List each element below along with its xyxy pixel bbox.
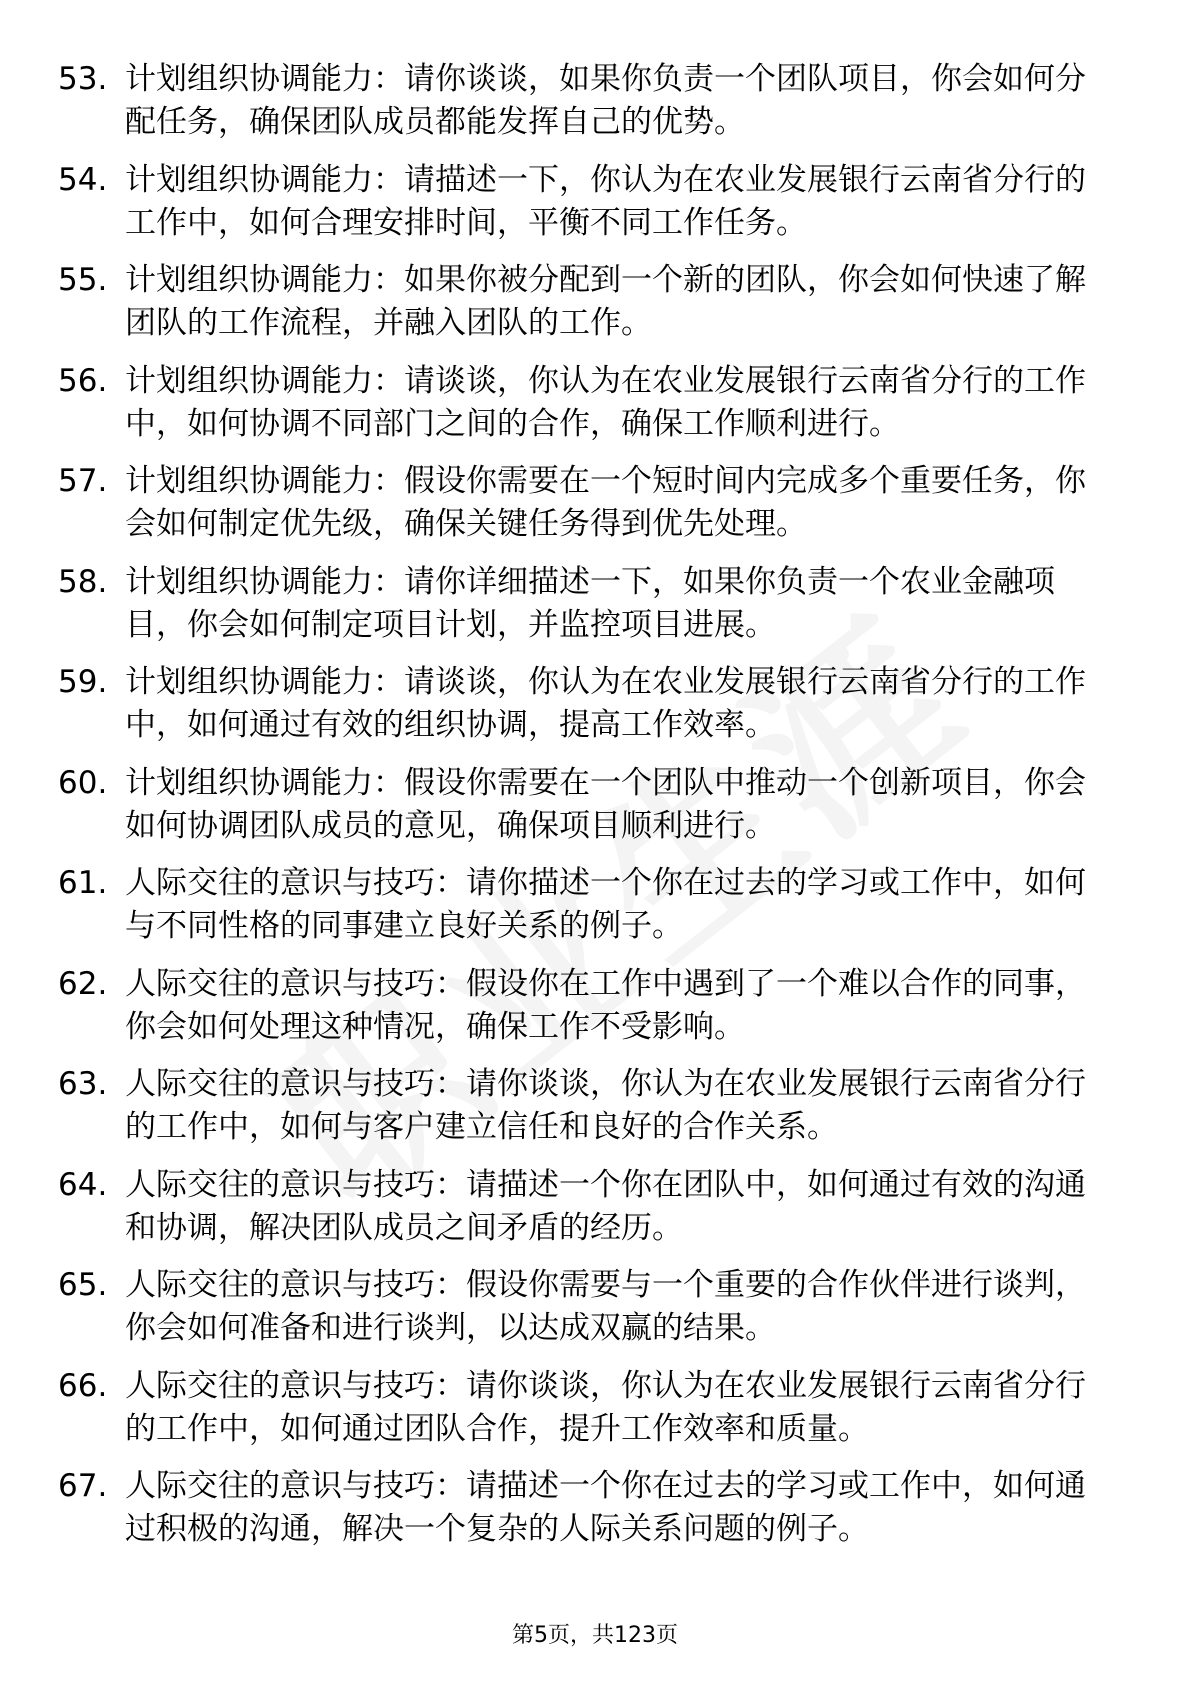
item-number: 62. (58, 965, 108, 1002)
item-text: 人际交往的意识与技巧：请你谈谈，你认为在农业发展银行云南省分行的工作中，如何与客户建立信任和良好的合作关系。 (125, 1066, 1086, 1145)
item-text: 人际交往的意识与技巧：假设你需要与一个重要的合作伙伴进行谈判，你会如何准备和进行谈判，以达成双赢的结果。 (125, 1267, 1086, 1346)
item-number: 66. (58, 1367, 108, 1404)
list-item (58, 762, 1118, 848)
item-number: 56. (58, 362, 108, 399)
item-text: 计划组织协调能力：请谈谈，你认为在农业发展银行云南省分行的工作中，如何协调不同部门之间的合作，确保工作顺利进行。 (125, 362, 1086, 442)
list-item (58, 159, 1118, 245)
list-item (58, 1365, 1118, 1451)
item-text: 计划组织协调能力：请谈谈，你认为在农业发展银行云南省分行的工作中，如何通过有效的组织协调，提高工作效率。 (125, 664, 1086, 743)
item-number: 53. (58, 61, 108, 97)
list-item (58, 1264, 1118, 1350)
item-text: 计划组织协调能力：假设你需要在一个短时间内完成多个重要任务，你会如何制定优先级，确保关键任务得到优先处理。 (125, 463, 1086, 542)
item-number: 54. (58, 161, 108, 198)
item-number: 67. (58, 1468, 108, 1504)
item-number: 64. (58, 1166, 108, 1203)
item-text: 计划组织协调能力：请你谈谈，如果你负责一个团队项目，你会如何分配任务，确保团队成员都能发挥自己的优势。 (125, 61, 1086, 140)
list-item (58, 1465, 1118, 1551)
item-text: 人际交往的意识与技巧：请你谈谈，你认为在农业发展银行云南省分行的工作中，如何通过团队合作，提升工作效率和质量。 (125, 1367, 1086, 1447)
list-item (58, 561, 1118, 647)
item-number: 60. (58, 764, 108, 801)
item-number: 61. (58, 865, 108, 901)
list-item (58, 360, 1118, 446)
item-text: 计划组织协调能力：请你详细描述一下，如果你负责一个农业金融项目，你会如何制定项目计划，并监控项目进展。 (125, 563, 1055, 643)
item-number: 58. (58, 563, 108, 600)
list-item (58, 1164, 1118, 1250)
list-item (58, 259, 1118, 345)
item-number: 65. (58, 1267, 108, 1303)
page-footer: 第5页，共123页 (512, 1623, 678, 1648)
item-text: 计划组织协调能力：如果你被分配到一个新的团队，你会如何快速了解团队的工作流程，并融入团队的工作。 (125, 262, 1086, 341)
list-item (58, 1063, 1118, 1149)
item-number: 59. (58, 664, 108, 700)
item-text: 计划组织协调能力：假设你需要在一个团队中推动一个创新项目，你会如何协调团队成员的意见，确保项目顺利进行。 (125, 764, 1086, 844)
item-text: 人际交往的意识与技巧：请描述一个你在过去的学习或工作中，如何通过积极的沟通，解决一个复杂的人际关系问题的例子。 (125, 1468, 1086, 1547)
list-item (58, 58, 1118, 144)
item-text: 人际交往的意识与技巧：请你描述一个你在过去的学习或工作中，如何与不同性格的同事建立良好关系的例子。 (125, 865, 1086, 944)
list-item (58, 963, 1118, 1049)
item-text: 人际交往的意识与技巧：请描述一个你在团队中，如何通过有效的沟通和协调，解决团队成员之间矛盾的经历。 (125, 1166, 1086, 1246)
item-number: 55. (58, 262, 108, 298)
list-item (58, 661, 1118, 747)
question-list (58, 58, 1118, 1566)
list-item (58, 460, 1118, 546)
list-item (58, 862, 1118, 948)
item-text: 计划组织协调能力：请描述一下，你认为在农业发展银行云南省分行的工作中，如何合理安排时间，平衡不同工作任务。 (125, 161, 1086, 241)
item-number: 57. (58, 463, 108, 499)
item-number: 63. (58, 1066, 108, 1102)
item-text: 人际交往的意识与技巧：假设你在工作中遇到了一个难以合作的同事，你会如何处理这种情况，确保工作不受影响。 (125, 965, 1086, 1045)
